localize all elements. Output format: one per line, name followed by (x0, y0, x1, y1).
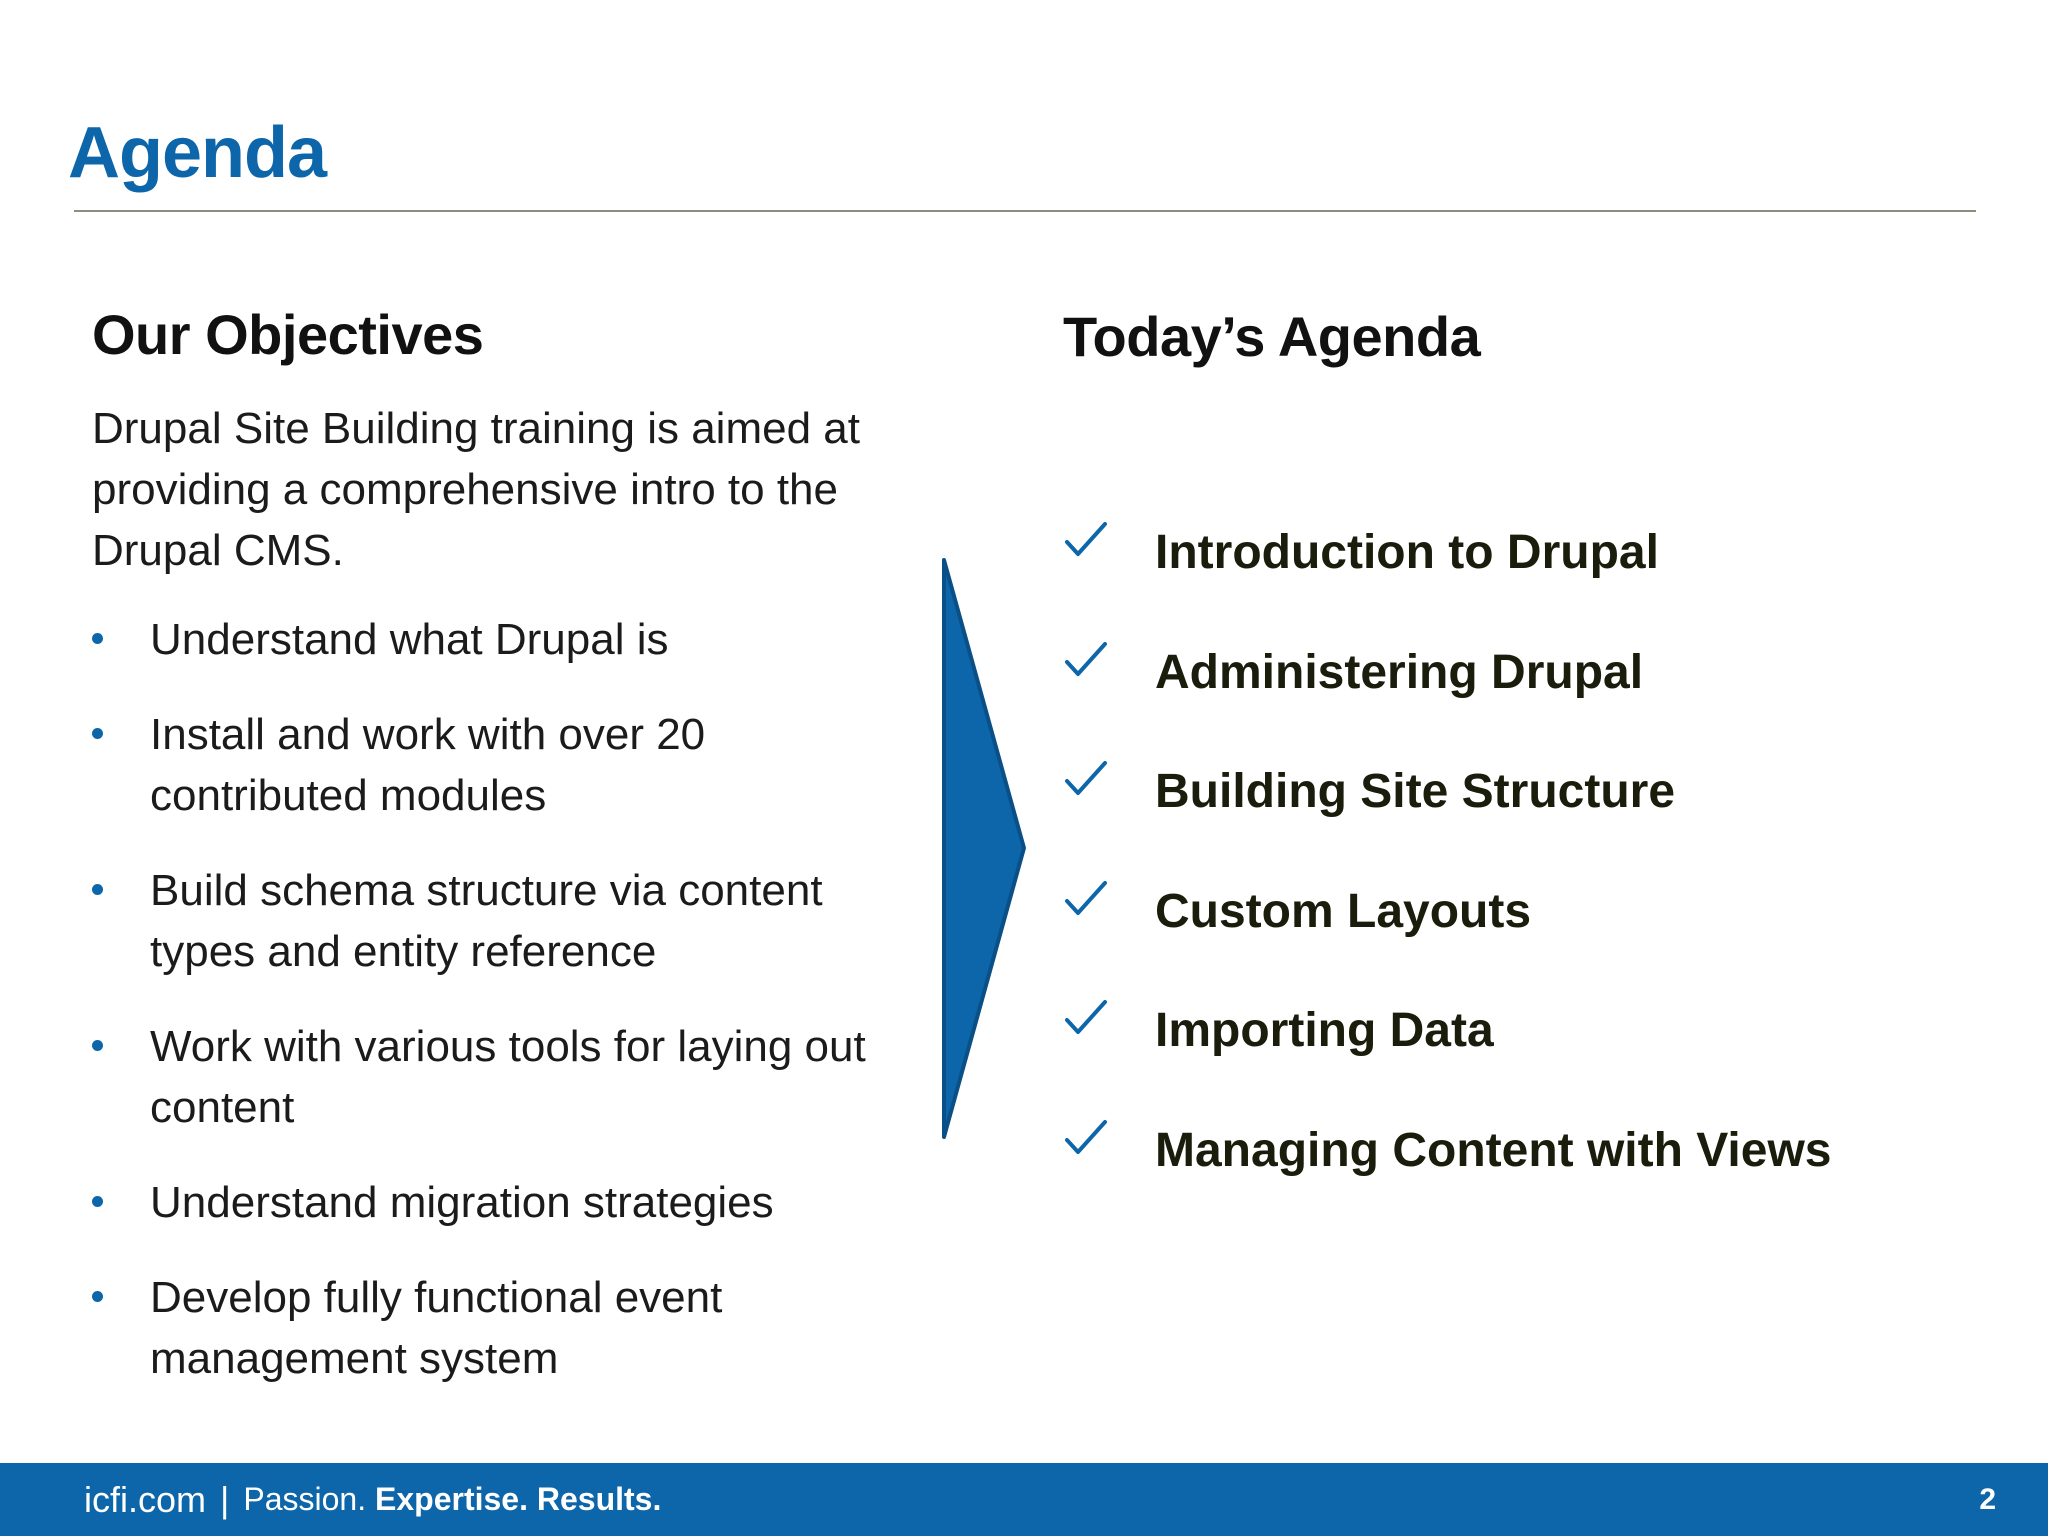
bullet-dot-icon (92, 1196, 103, 1207)
footer-site-link[interactable]: icfi.com (84, 1478, 207, 1520)
bullet-dot-icon (92, 1040, 103, 1051)
page-number: 2 (1979, 1482, 1996, 1516)
objectives-intro: Drupal Site Building training is aimed at providing a comprehensive intro to the Drupal CMS. (92, 404, 860, 575)
checkmark-icon (1063, 518, 1109, 564)
checkmark-icon (1063, 638, 1109, 684)
tagline-expertise: Expertise. (375, 1481, 528, 1517)
objective-text: Understand what Drupal is (150, 615, 669, 664)
footer-tagline (243, 1481, 661, 1518)
objective-item (92, 609, 912, 670)
objective-item (92, 860, 912, 982)
checkmark-icon (1063, 996, 1109, 1042)
agenda-heading: Today’s Agenda (1063, 305, 1481, 368)
agenda-item-label: Managing Content with Views (1155, 1123, 1832, 1177)
agenda-section (1063, 300, 2013, 1177)
footer-bar (0, 1463, 2048, 1536)
objective-text: Work with various tools for laying out content (150, 1022, 866, 1132)
objective-text: Understand migration strategies (150, 1178, 774, 1227)
title-divider (74, 210, 1976, 212)
checkmark-icon (1063, 757, 1109, 803)
objective-text: Build schema structure via content types and entity reference (150, 866, 823, 976)
agenda-item-label: Importing Data (1155, 1004, 1494, 1057)
chevron-right-icon (940, 556, 1030, 1141)
bullet-dot-icon (92, 884, 103, 895)
objectives-list (92, 609, 912, 1389)
footer-branding (84, 1463, 661, 1536)
checkmark-icon (1063, 877, 1109, 923)
bullet-dot-icon (92, 728, 103, 739)
agenda-item-label: Custom Layouts (1155, 884, 1532, 938)
objective-text: Develop fully functional event management system (150, 1273, 723, 1383)
objectives-heading: Our Objectives (92, 303, 484, 366)
objective-item (92, 704, 912, 826)
agenda-item-label: Administering Drupal (1155, 645, 1644, 699)
checkmark-icon (1063, 1116, 1109, 1162)
tagline-passion: Passion. (243, 1481, 367, 1517)
objective-item (92, 1267, 912, 1389)
bullet-dot-icon (92, 1291, 103, 1302)
slide-title: Agenda (68, 113, 327, 193)
objective-item (92, 1016, 912, 1138)
footer-separator: | (220, 1478, 230, 1520)
agenda-item-label: Building Site Structure (1155, 765, 1676, 818)
bullet-dot-icon (92, 633, 103, 644)
tagline-results: Results. (536, 1481, 662, 1517)
objective-item (92, 1172, 912, 1233)
objective-text: Install and work with over 20 contributed modules (150, 710, 706, 820)
objectives-section (92, 300, 912, 1423)
agenda-item-label: Introduction to Drupal (1155, 526, 1659, 579)
